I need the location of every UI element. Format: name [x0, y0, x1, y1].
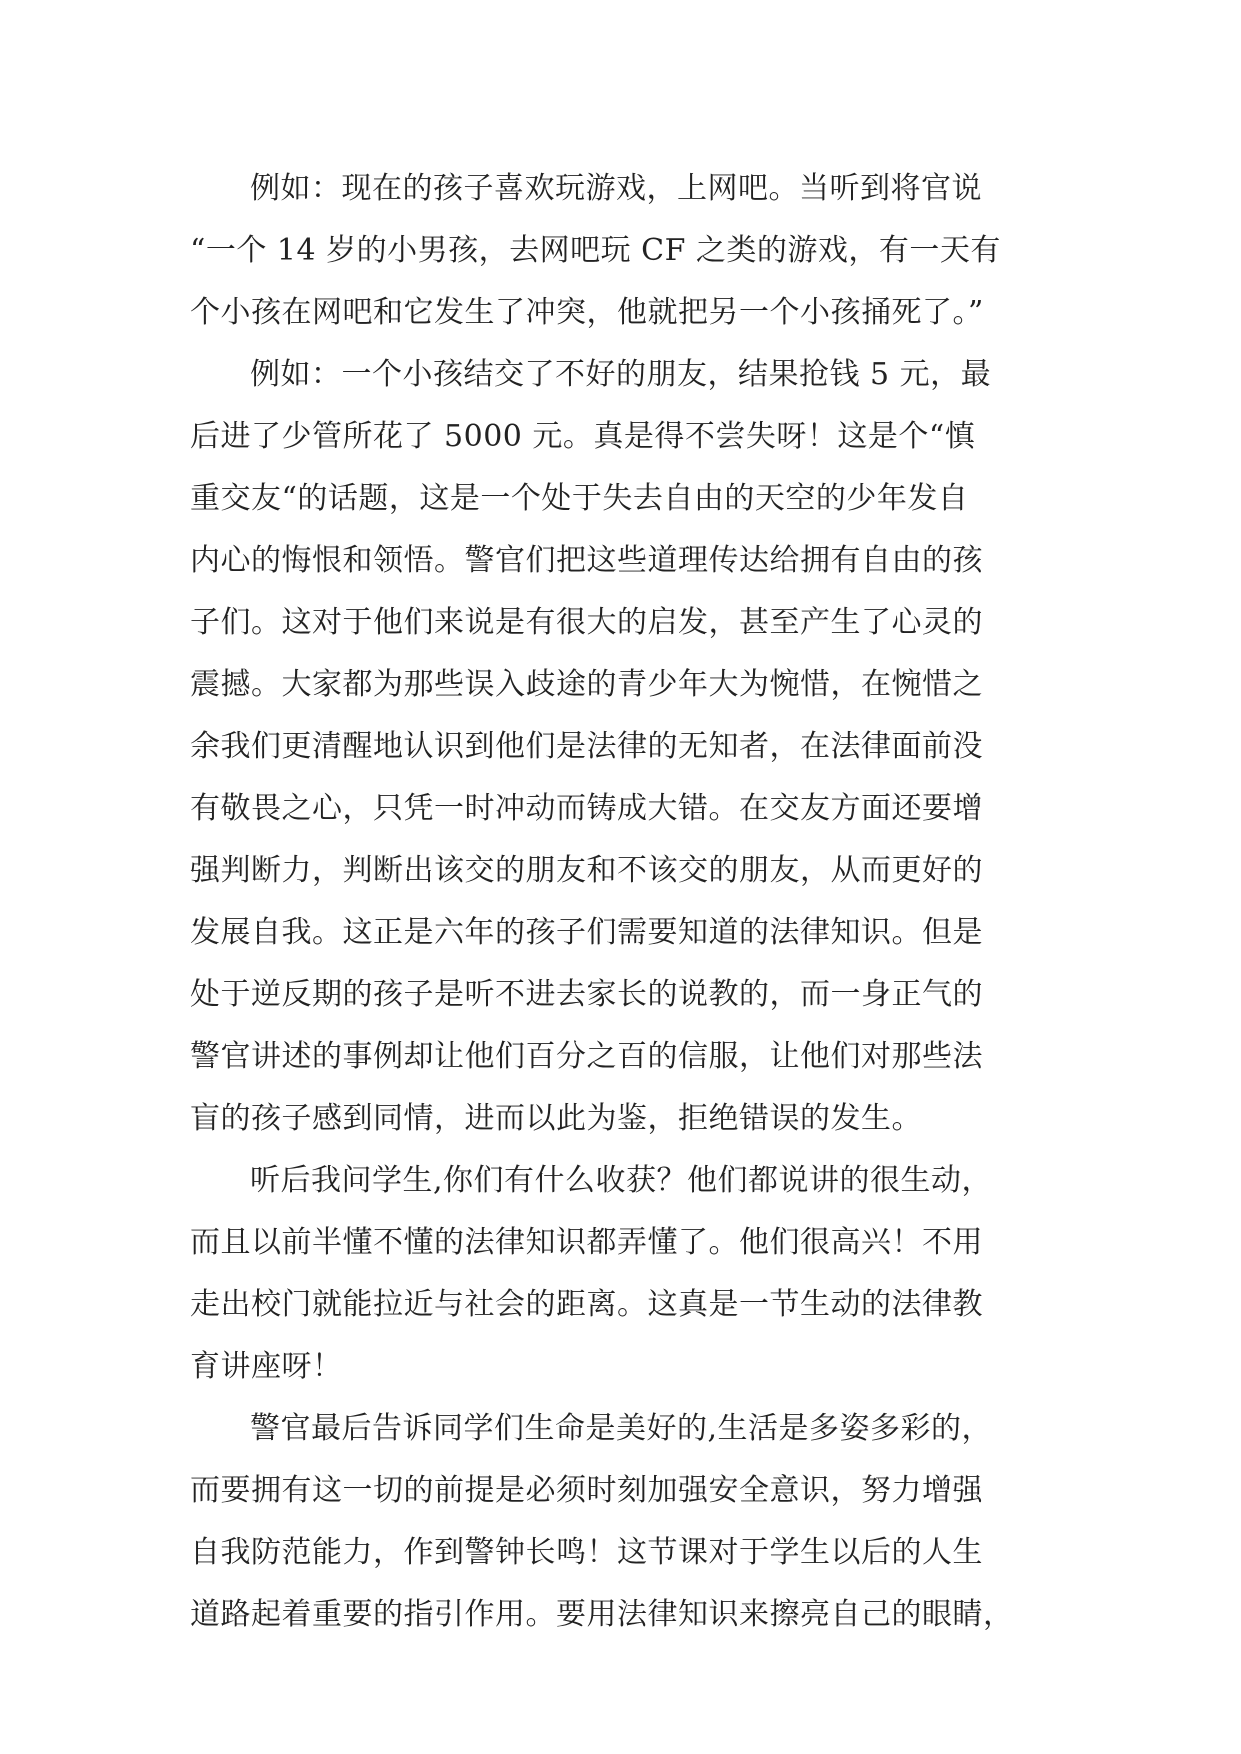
text-line: 处于逆反期的孩子是听不进去家长的说教的，而一身正气的 [190, 977, 983, 1012]
text-line: 余我们更清醒地认识到他们是法律的无知者，在法律面前没 [190, 729, 983, 764]
text-line: 子们。这对于他们来说是有很大的启发，甚至产生了心灵的 [190, 605, 983, 640]
text-line: 后进了少管所花了 5000 元。真是得不尝失呀！这是个“慎 [190, 419, 976, 454]
text-line: 听后我问学生,你们有什么收获？他们都说讲的很生动， [250, 1163, 993, 1198]
text-line: 内心的悔恨和领悟。警官们把这些道理传达给拥有自由的孩 [190, 543, 983, 578]
text-line: 强判断力，判断出该交的朋友和不该交的朋友，从而更好的 [190, 853, 983, 888]
text-line: 而要拥有这一切的前提是必须时刻加强安全意识，努力增强 [190, 1473, 983, 1508]
text-line: 警官最后告诉同学们生命是美好的,生活是多姿多彩的， [250, 1411, 993, 1446]
text-line: 而且以前半懂不懂的法律知识都弄懂了。他们很高兴！不用 [190, 1225, 983, 1260]
text-line: 自我防范能力，作到警钟长鸣！这节课对于学生以后的人生 [190, 1535, 983, 1570]
text-line: 发展自我。这正是六年的孩子们需要知道的法律知识。但是 [190, 915, 983, 950]
text-line: 震撼。大家都为那些误入歧途的青少年大为惋惜，在惋惜之 [190, 667, 983, 702]
paragraph-1 [190, 158, 1050, 344]
text-line: 道路起着重要的指引作用。要用法律知识来擦亮自己的眼睛， [190, 1597, 1014, 1632]
text-line: 有敬畏之心，只凭一时冲动而铸成大错。在交友方面还要增 [190, 791, 983, 826]
paragraph-4 [190, 1398, 1050, 1646]
text-line: 例如：现在的孩子喜欢玩游戏，上网吧。当听到将官说 [250, 171, 982, 206]
text-line: 个小孩在网吧和它发生了冲突，他就把另一个小孩捅死了。” [190, 295, 984, 330]
text-line: 走出校门就能拉近与社会的距离。这真是一节生动的法律教 [190, 1287, 983, 1322]
text-line: 重交友“的话题，这是一个处于失去自由的天空的少年发自 [190, 481, 969, 516]
paragraph-2 [190, 344, 1050, 1150]
text-line: 育讲座呀！ [190, 1349, 343, 1384]
text-line: 警官讲述的事例却让他们百分之百的信服，让他们对那些法 [190, 1039, 983, 1074]
document-body [190, 158, 1050, 1646]
paragraph-3 [190, 1150, 1050, 1398]
text-line: 盲的孩子感到同情，进而以此为鉴，拒绝错误的发生。 [190, 1101, 922, 1136]
text-line: 例如：一个小孩结交了不好的朋友，结果抢钱 5 元，最 [250, 357, 992, 392]
text-line: “一个 14 岁的小男孩，去网吧玩 CF 之类的游戏，有一天有 [190, 233, 1001, 268]
